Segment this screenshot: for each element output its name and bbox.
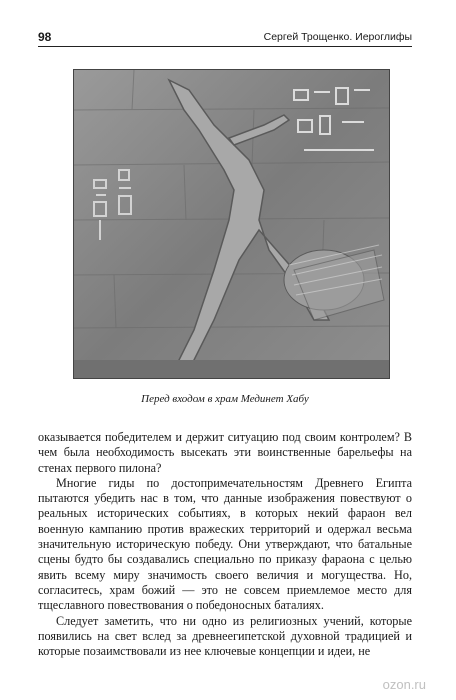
paragraph: Следует заметить, что ни одно из религиозных учений, которые появились на свет вслед за древнеегипетской духовной традицией и которые позаимствовали из нее ключевые концепции и идеи, не	[38, 613, 412, 659]
relief-image	[74, 70, 389, 378]
running-title: Сергей Трощенко. Иероглифы	[263, 31, 412, 43]
page-header	[38, 30, 412, 47]
figure-caption: Перед входом в храм Мединет Хабу	[141, 393, 309, 405]
paragraph: оказывается победителем и держит ситуацию под своим контролем? В чем была необходимость высекать эти воинственные барельефы на стенах первого пилона?	[38, 430, 412, 475]
paragraph: Многие гиды по достопримечательностям Древнего Египта пытаются убедить нас в том, что данные изображения повествуют о реальных исторических событиях, в которых некий фараон вел военную кампанию против вражеских территорий и одержал весьма значительную историческую победу. Они утверждают, что батальные сцены будто бы создавались специально по приказу фараона с целью явить всему миру значимость своего величия и могущества. Но, согласитесь, храм божий — это не совсем приемлемое место для тщеславного повествования о победоносных баталиях.	[38, 475, 412, 613]
watermark: ozon.ru	[382, 677, 426, 692]
page-number: 98	[38, 30, 52, 44]
body-text	[38, 430, 412, 659]
relief-photo	[73, 69, 390, 379]
